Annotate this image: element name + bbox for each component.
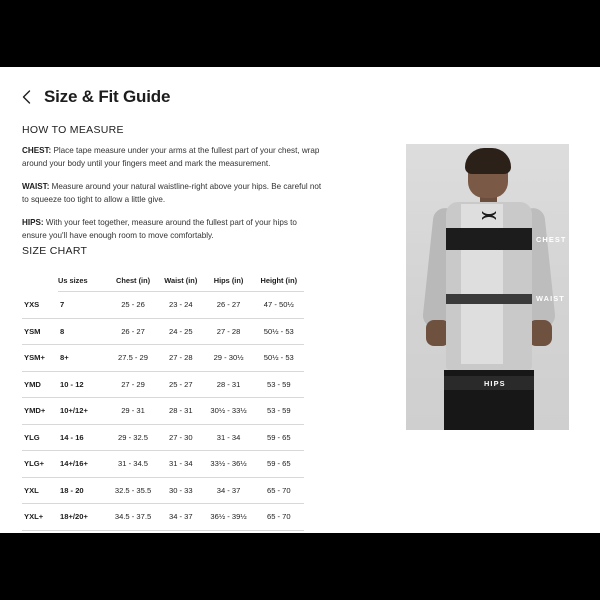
photo-label-hips: HIPS — [484, 379, 506, 388]
row-us-size: 10 - 12 — [58, 371, 108, 398]
how-to-measure-title: HOW TO MEASURE — [22, 124, 124, 136]
chest-measure-band — [446, 228, 532, 250]
waist-instruction — [22, 181, 322, 206]
hips-instruction — [22, 217, 322, 242]
row-size-label: YLG+ — [22, 451, 58, 478]
row-chest: 27 - 29 — [108, 371, 158, 398]
table-row — [22, 371, 304, 398]
hips-instruction-text: With your feet together, measure around the fullest part of your hips to ensure you'll have enough room to move comfortably. — [22, 218, 297, 240]
row-chest: 31 - 34.5 — [108, 451, 158, 478]
row-height: 59 - 65 — [254, 424, 304, 451]
row-waist: 23 - 24 — [158, 292, 203, 319]
row-hips: 36½ - 39½ — [204, 504, 254, 531]
size-chart-body — [22, 292, 304, 531]
row-hips: 27 - 28 — [204, 318, 254, 345]
row-height: 50½ - 53 — [254, 318, 304, 345]
row-height: 47 - 50½ — [254, 292, 304, 319]
row-size-label: YSM+ — [22, 345, 58, 372]
row-height: 65 - 70 — [254, 504, 304, 531]
column-header-us-sizes: Us sizes — [58, 269, 108, 292]
row-us-size: 8 — [58, 318, 108, 345]
chest-instruction-text: Place tape measure under your arms at the fullest part of your chest, wrap around your body until your fingers meet and mark the measurement. — [22, 146, 320, 168]
table-header-row — [22, 269, 304, 292]
table-row — [22, 398, 304, 425]
row-size-label: YXL+ — [22, 504, 58, 531]
row-height: 50½ - 53 — [254, 345, 304, 372]
size-chart-title: SIZE CHART — [22, 245, 88, 257]
row-us-size: 14+/16+ — [58, 451, 108, 478]
size-chart-table — [22, 269, 304, 531]
page-title: Size & Fit Guide — [44, 87, 171, 106]
row-height: 53 - 59 — [254, 398, 304, 425]
model-hair — [465, 148, 511, 174]
row-hips: 30½ - 33½ — [204, 398, 254, 425]
table-row — [22, 345, 304, 372]
row-us-size: 10+/12+ — [58, 398, 108, 425]
row-size-label: YXL — [22, 477, 58, 504]
table-row — [22, 504, 304, 531]
row-hips: 34 - 37 — [204, 477, 254, 504]
row-us-size: 8+ — [58, 345, 108, 372]
row-height: 53 - 59 — [254, 371, 304, 398]
row-size-label: YMD — [22, 371, 58, 398]
table-row — [22, 477, 304, 504]
row-us-size: 18+/20+ — [58, 504, 108, 531]
photo-label-waist: WAIST — [536, 294, 565, 303]
row-waist: 25 - 27 — [158, 371, 203, 398]
column-header-height: Height (in) — [254, 269, 304, 292]
row-chest: 32.5 - 35.5 — [108, 477, 158, 504]
row-waist: 27 - 30 — [158, 424, 203, 451]
brand-logo-icon — [480, 210, 498, 221]
row-us-size: 18 - 20 — [58, 477, 108, 504]
table-row — [22, 451, 304, 478]
row-height: 59 - 65 — [254, 451, 304, 478]
row-size-label: YSM — [22, 318, 58, 345]
row-chest: 34.5 - 37.5 — [108, 504, 158, 531]
model-photo — [406, 144, 569, 430]
row-waist: 28 - 31 — [158, 398, 203, 425]
row-chest: 29 - 31 — [108, 398, 158, 425]
hips-instruction-label: HIPS: — [22, 218, 44, 228]
page-header — [0, 67, 600, 107]
row-hips: 33½ - 36½ — [204, 451, 254, 478]
chest-instruction-label: CHEST: — [22, 146, 52, 155]
row-hips: 31 - 34 — [204, 424, 254, 451]
size-chart-head — [22, 269, 304, 292]
chest-instruction — [22, 145, 322, 170]
row-hips: 26 - 27 — [204, 292, 254, 319]
waist-instruction-label: WAIST: — [22, 182, 50, 192]
row-waist: 31 - 34 — [158, 451, 203, 478]
row-size-label: YLG — [22, 424, 58, 451]
how-to-measure-section — [22, 124, 322, 253]
table-row — [22, 318, 304, 345]
row-waist: 24 - 25 — [158, 318, 203, 345]
row-size-label: YXS — [22, 292, 58, 319]
row-chest: 25 - 26 — [108, 292, 158, 319]
row-size-label: YMD+ — [22, 398, 58, 425]
row-hips: 28 - 31 — [204, 371, 254, 398]
waist-measure-band — [446, 294, 532, 304]
row-chest: 29 - 32.5 — [108, 424, 158, 451]
size-fit-guide-page — [0, 67, 600, 533]
row-chest: 27.5 - 29 — [108, 345, 158, 372]
column-header-waist: Waist (in) — [158, 269, 203, 292]
row-us-size: 7 — [58, 292, 108, 319]
column-header-chest: Chest (in) — [108, 269, 158, 292]
row-waist: 27 - 28 — [158, 345, 203, 372]
table-row — [22, 292, 304, 319]
column-header-size — [22, 269, 58, 292]
photo-label-chest: CHEST — [536, 235, 567, 244]
row-waist: 30 - 33 — [158, 477, 203, 504]
row-hips: 29 - 30½ — [204, 345, 254, 372]
row-us-size: 14 - 16 — [58, 424, 108, 451]
chevron-left-icon[interactable] — [18, 88, 36, 106]
row-waist: 34 - 37 — [158, 504, 203, 531]
waist-instruction-text: Measure around your natural waistline-right above your hips. Be careful not to squeeze too tight to allow a little give. — [22, 182, 322, 204]
row-height: 65 - 70 — [254, 477, 304, 504]
column-header-hips: Hips (in) — [204, 269, 254, 292]
table-row — [22, 424, 304, 451]
row-chest: 26 - 27 — [108, 318, 158, 345]
